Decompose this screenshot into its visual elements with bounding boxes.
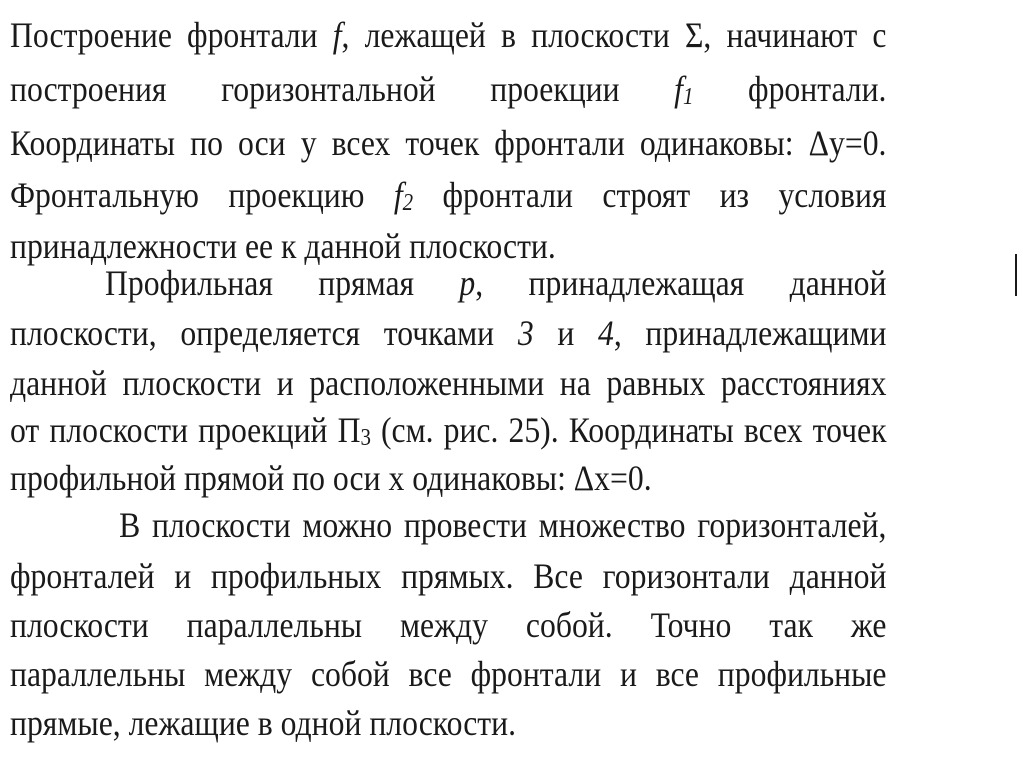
paragraph-3-line-1: [10, 502, 886, 548]
text-run: данной плоскости и расположенными на равных расстояниях: [10, 363, 887, 403]
text-run: прямые, лежащие в одной плоскости.: [10, 703, 516, 743]
text-run: Фронтальную проекцию: [10, 175, 394, 215]
italic-point-3: 3: [517, 313, 534, 353]
text-run: построения горизонтальной проекции: [10, 69, 675, 109]
text-run: В плоскости можно провести множество горизонталей,: [119, 505, 887, 545]
text-cursor: [1015, 254, 1017, 296]
italic-symbol-f: f: [674, 69, 683, 109]
text-run: Профильная прямая: [105, 263, 460, 303]
paragraph-2-line-3: [10, 360, 886, 406]
subscript-index: 1: [682, 83, 694, 110]
text-run: от плоскости проекций П: [10, 410, 361, 450]
italic-symbol-f: f: [393, 175, 403, 215]
text-run: , принадлежащими: [613, 313, 887, 353]
text-run: , принадлежащая данной: [475, 263, 887, 303]
text-run: фронтали.: [693, 69, 887, 109]
subscript-index: 3: [360, 424, 371, 451]
paragraph-3-line-5: [10, 700, 886, 746]
italic-point-4: 4: [597, 313, 614, 353]
paragraph-1-line-1: [10, 12, 886, 58]
paragraph-1-line-3: [10, 120, 886, 166]
text-run: и: [533, 313, 598, 353]
paragraph-1-line-4: [10, 172, 886, 218]
paragraph-3-line-3: [10, 602, 886, 648]
text-run: принадлежности ее к данной плоскости.: [10, 226, 556, 266]
text-run: Координаты по оси у всех точек фронтали одинаковы: Δу=0.: [10, 123, 887, 163]
text-run: параллельны между собой все фронтали и все профильные: [10, 654, 887, 694]
paragraph-2-line-5: [10, 455, 886, 501]
subscript-index: 2: [402, 189, 414, 216]
text-run: , лежащей в плоскости Σ, начинают с: [341, 15, 887, 55]
paragraph-2-line-4: [10, 407, 886, 453]
italic-symbol-p: р: [459, 263, 476, 303]
text-run: плоскости, определяется точками: [10, 313, 518, 353]
text-run: Построение фронтали: [10, 15, 333, 55]
paragraph-3-line-4: [10, 651, 886, 697]
paragraph-2-line-1: [10, 260, 886, 306]
text-run: фронтали строят из условия: [413, 175, 887, 215]
paragraph-1-line-2: [10, 66, 886, 112]
text-run: плоскости параллельны между собой. Точно так же: [10, 605, 887, 645]
text-run: фронталей и профильных прямых. Все горизонтали данной: [10, 556, 887, 596]
paragraph-2-line-2: [10, 310, 886, 356]
italic-symbol-f: f: [332, 15, 342, 55]
text-run: (см. рис. 25). Координаты всех точек: [370, 410, 887, 450]
text-run: профильной прямой по оси х одинаковы: Δх=0.: [10, 458, 652, 498]
paragraph-3-line-2: [10, 553, 886, 599]
